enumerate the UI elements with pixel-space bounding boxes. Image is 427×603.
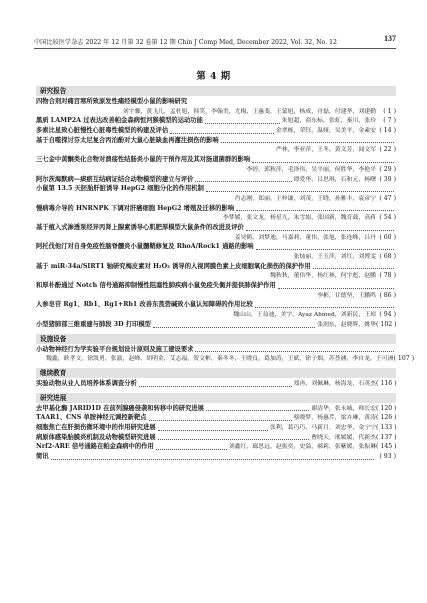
dot-leader: [313, 268, 394, 269]
dot-leader: [246, 230, 394, 231]
article-title: 慢病毒介导的 HNRNPK 下调对肝癌细胞 HepG2 增殖及迁移的影响: [36, 204, 235, 212]
dot-leader: [278, 288, 394, 289]
toc-entry[interactable]: [36, 242, 396, 261]
article-authors: 李彬，甘德坚，王鹏鸣: [317, 292, 376, 299]
article-authors: 魏秋秋，董伟华，杨红林，何宇彪，赵鹏: [269, 273, 376, 280]
dot-leader: [195, 351, 394, 352]
article-authors: 朱旭超，商东标，张虹，秦川，张玲: [281, 118, 376, 125]
toc-entry[interactable]: [36, 404, 396, 414]
toc-section: [36, 393, 396, 462]
toc-entry[interactable]: [36, 97, 396, 116]
article-page: ( 78 ): [379, 272, 396, 280]
toc-entry[interactable]: [36, 442, 396, 452]
article-page: ( 7 ): [383, 117, 396, 125]
article-authors: 张利，葛巧巧，马新月，刘忠华，金宁宁: [269, 424, 376, 431]
dot-leader: [256, 249, 394, 250]
dot-leader: [195, 181, 291, 182]
article-page: ( 39 ): [379, 175, 396, 183]
article-authors: 李梦媛，张文龙，杨星九，朱雪娟，张国新，魏育载，高蒋: [222, 215, 376, 222]
article-title: 实验动物从业人员培养体系调查分析: [36, 379, 137, 387]
dot-leader: [158, 439, 310, 440]
dot-leader: [51, 459, 374, 460]
article-authors: 蔡晓梦，杨惠芹，梁卉琳，黄涛: [293, 415, 376, 422]
toc-entry[interactable]: [36, 204, 396, 223]
toc-entry[interactable]: [36, 320, 396, 330]
dot-leader: [236, 210, 394, 211]
toc-section: [36, 368, 396, 389]
section-title: 设施设备: [36, 334, 396, 344]
article-page: ( 126 ): [376, 414, 397, 422]
article-page: ( 14 ): [379, 127, 396, 135]
article-title: 阿托伐他汀对自身免疫性脑脊髓炎小鼠髓鞘修复及 RhoA/Rock1 通路的影响: [36, 243, 254, 251]
article-page: ( 1 ): [383, 107, 396, 115]
toc-entry[interactable]: [36, 300, 396, 319]
article-title: Nrf2-ARE 信号通路在帕金森病中的作用: [36, 443, 154, 451]
article-page: ( 60 ): [379, 233, 396, 241]
article-page: ( 47 ): [379, 194, 396, 202]
dot-leader: [170, 133, 274, 134]
article-page: ( 107 ): [393, 355, 415, 363]
toc-section: [36, 86, 396, 330]
article-title: 基于 miR-34a/SIRT1 轴研究梅皮素对 H₂O₂ 诱导的人视网膜色素上皮细胞氧化损伤的保护作用: [36, 262, 311, 270]
journal-name: 中国比较医学杂志 2022 年 12 月第 32 卷第 12 期 Chin J Comp Med, December 2022, Vol. 32, No. 12: [34, 39, 337, 46]
toc-section: [36, 334, 415, 364]
dot-leader: [158, 430, 268, 431]
article-title: 细胞焦亡在肝损伤微环境中的作用研究进展: [36, 423, 156, 431]
article-title: 四物合剂对痛宫寒所致原发性痛经模型小鼠的影响研究: [36, 98, 188, 105]
toc-entry[interactable]: [36, 379, 396, 389]
article-authors: 李婷，郭秋萍，毛泽伟，吴平丽，何胜华，李艳平: [246, 166, 376, 173]
article-title: 小动物神经行为学实验平台规划设计原则及施工建设要求: [36, 345, 194, 353]
toc-entry[interactable]: [36, 184, 396, 203]
article-page: ( 102 ): [376, 320, 397, 328]
toc-entry[interactable]: [36, 116, 396, 126]
article-authors: 曹晓天，邢媛媛，代新杰: [311, 434, 376, 441]
article-authors: 张灿丽，王玉萍，刘红，刘博雯: [293, 254, 376, 260]
article-title: 阿尔茨海默病—痰瘀互结病证结合动物模型的建立与评价: [36, 175, 194, 183]
toc-entry[interactable]: [36, 281, 396, 300]
article-authors: 张润东，赵晓晖，姚华: [317, 321, 376, 328]
issue-title: 第 4 期: [196, 71, 231, 82]
dot-leader: [206, 191, 394, 192]
dot-leader: [221, 142, 394, 143]
article-title: 多索比星致心脏慢性心脏毒性模型的构建及评估: [36, 127, 169, 135]
article-authors: 刘鑫红，廊思远，赵振奕，史溢，郝莉，张紫媛，张振琳: [228, 444, 376, 451]
article-title: 简讯: [36, 453, 49, 460]
article-page: ( 29 ): [379, 165, 396, 173]
article-title: 基于自噬探讨芬太尼复合丙泊酚对大鼠心脏缺血再灌注损伤的影响: [36, 136, 219, 144]
toc-entry[interactable]: [36, 345, 415, 364]
article-title: TAAR1、CNS 单胺神经元调控新靶点: [36, 414, 147, 422]
section-title: 研究进展: [36, 393, 396, 403]
running-header: [34, 34, 396, 49]
toc-entry[interactable]: [36, 262, 396, 281]
article-page: ( 54 ): [379, 214, 396, 222]
article-title: 三七金中黄酮类化合物对溃疡性结肠炎小鼠的干预作用及其对肠道菌群的影响: [36, 156, 251, 164]
article-page: ( 68 ): [379, 253, 396, 260]
article-page: ( 137 ): [376, 433, 397, 441]
article-title: 病原体感染胎膜炎机制及动物模型研究进展: [36, 433, 156, 441]
article-title: 小型猪肺部三维重建与肺段 3D 打印模型: [36, 320, 151, 328]
dot-leader: [252, 162, 394, 163]
article-authors: 肖志刚，郑丽，王梓谦，刘茂，王晓，孙雅丰，袁彦宁: [234, 195, 376, 202]
toc-entry[interactable]: [36, 452, 396, 462]
article-page: ( 120 ): [376, 404, 397, 412]
article-page: ( 145 ): [376, 443, 397, 451]
article-authors: 谭爱华，吕思琪，石和元，杨曙: [293, 176, 376, 183]
page-number: 137: [384, 34, 396, 43]
toc-entry[interactable]: [36, 223, 396, 242]
article-page: ( 94 ): [379, 311, 396, 319]
article-authors: 严林，李亚萍，王冬，黄文芳，闻文军: [275, 147, 376, 154]
article-title: 小鼠第 13.5 天胚胎肝脏诱导 HepG2 细胞分化的作用机制: [36, 185, 204, 193]
toc-entry[interactable]: [36, 155, 396, 174]
article-authors: 金翠栋，荣钰，温娅，吴美平，金素安: [275, 128, 376, 135]
article-authors: 郑冉，刘佩琳，杨海龙，石英杰: [293, 380, 376, 387]
article-authors: 姜昊鹤，刘梦迪，马嘉莉，董伟，张旭，张连峰，吕丹: [234, 234, 376, 241]
toc-entry[interactable]: [36, 433, 396, 443]
toc-entry[interactable]: [36, 423, 396, 433]
article-title: 人参皂苷 Rg1、Rb1、Rg1+Rb1 改善东莨菪碱致小鼠认知障碍的作用比较: [36, 301, 253, 309]
article-page: ( 133 ): [376, 423, 397, 431]
article-authors: 魏鑫，耿孝文，徐凯勇，张渝，赵峰，胡明金，艾志福，贺文彬，秦冬冬，王晓良，葛加涛，王斌，徐子烟，苏荟涵，李自龙，王可洲: [46, 356, 394, 363]
dot-leader: [149, 420, 292, 421]
article-page: ( 22 ): [379, 146, 396, 154]
article-title: 基于植入式渗透泵经异丙肾上腺素诱导心肌肥厚模型大鼠条件的改进及评价: [36, 223, 244, 231]
toc-entry[interactable]: [36, 126, 396, 136]
article-title: 黑质 LAMP2A 过表达改善帕金森病恒河猴模型的运动功能: [36, 117, 203, 125]
dot-leader: [206, 410, 309, 411]
toc-entry[interactable]: [36, 175, 396, 185]
article-page: ( 86 ): [379, 291, 396, 299]
table-of-contents: [36, 82, 415, 462]
dot-leader: [156, 449, 227, 450]
dot-leader: [205, 123, 280, 124]
dot-leader: [139, 386, 292, 387]
article-title: 去甲基化酶 JARID1D 在前列腺癌侵袭和转移中的研究进展: [36, 404, 204, 412]
dot-leader: [153, 327, 315, 328]
section-title: 研究报告: [36, 86, 396, 96]
toc-entry[interactable]: [36, 413, 396, 423]
article-authors: 魏山山，王益迪，美宇，Ayaz Ahmed，刘新民，王琼: [233, 312, 376, 319]
section-title: 继续教育: [36, 368, 396, 378]
article-page: ( 93 ): [379, 453, 396, 460]
article-title: 和厚朴酚通过 Notch 信号通路抑制慢性阻塞性肺疾病小鼠免疫失衡并提供肺保护作用: [36, 282, 276, 290]
article-authors: 刘宇馨，黄飞儿，孟杜旭，韩笑，李翰美，尤梅，王惠斐，王蒙旭，杨成，舟磊，付建华，刘建勤: [122, 108, 376, 115]
article-page: ( 116 ): [376, 379, 397, 387]
article-authors: 谢清华，张永城，师长宏: [311, 405, 376, 412]
toc-entry[interactable]: [36, 136, 396, 155]
dot-leader: [255, 307, 394, 308]
